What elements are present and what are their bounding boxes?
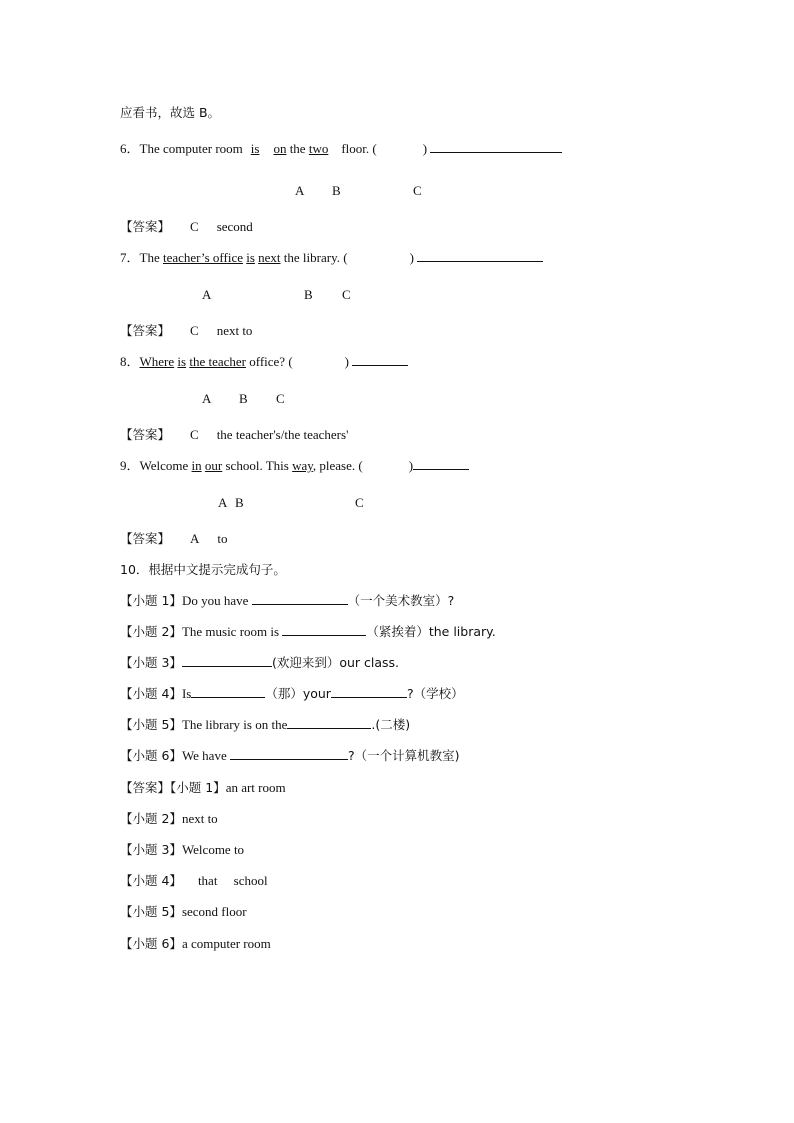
q7-text: The — [139, 250, 160, 265]
subquestion-1-blank[interactable] — [252, 592, 348, 605]
q8-text: office? ( — [249, 354, 293, 369]
q7-label-c: C — [342, 287, 351, 302]
q8-label-c: C — [276, 391, 285, 406]
q8-label-b: B — [239, 391, 248, 406]
q9-label-c: C — [355, 495, 364, 510]
subquestion-4-blank-a[interactable] — [191, 685, 265, 698]
q9-text: school. This — [225, 458, 289, 473]
q6-text: The computer room — [139, 141, 243, 156]
q9-answer-blank[interactable] — [413, 457, 469, 470]
question-10-title: 10．根据中文提示完成句子。 — [120, 562, 286, 577]
question-7 — [120, 249, 543, 267]
q6-answer-choice: C — [190, 219, 199, 234]
q7-answer-text: next to — [216, 323, 253, 338]
q9-label-b: B — [235, 495, 244, 510]
q6-underlined-a: is — [250, 141, 260, 156]
answer-tag: 【小题 3】 — [120, 842, 182, 857]
answer-text: next to — [181, 811, 218, 826]
q8-underlined-a: Where — [139, 354, 175, 369]
q8-underlined-c: the teacher — [189, 354, 246, 369]
q9-answer-choice: A — [190, 531, 200, 546]
subquestion-5-blank[interactable] — [287, 716, 371, 729]
answer-tag: 【答案】【小题 1】 — [120, 780, 226, 795]
q9-number: 9． — [120, 458, 140, 473]
q8-answer — [120, 426, 348, 444]
answer-tag: 【小题 2】 — [120, 811, 182, 826]
q6-number: 6． — [120, 141, 140, 156]
answer-tag: 【答案】 — [120, 323, 171, 338]
q7-answer-choice: C — [190, 323, 199, 338]
subquestion-5 — [120, 716, 410, 734]
q7-label-a: A — [202, 287, 212, 302]
q7-text: the library. ( — [283, 250, 348, 265]
q10-answer-4 — [120, 872, 268, 890]
q8-number: 8． — [120, 354, 140, 369]
answer-text: an art room — [225, 780, 286, 795]
question-9 — [120, 457, 469, 475]
q10-answer-5 — [120, 903, 247, 921]
subquestion-hint: （紧挨着）the library. — [366, 624, 496, 639]
subquestion-hint: ?（一个计算机教室) — [347, 748, 460, 763]
subquestion-3 — [120, 654, 399, 672]
subquestion-4 — [120, 685, 464, 703]
q6-underlined-c: two — [308, 141, 329, 156]
subquestion-hint: .(二楼) — [371, 717, 411, 732]
q8-answer-text: the teacher's/the teachers' — [216, 427, 349, 442]
answer-tag: 【小题 5】 — [120, 904, 182, 919]
q7-label-b: B — [304, 287, 313, 302]
q9-answer-text: to — [217, 531, 228, 546]
question-8 — [120, 353, 408, 371]
q9-text: ) — [408, 458, 414, 473]
subquestion-6 — [120, 747, 460, 765]
answer-text: that school — [197, 873, 268, 888]
q8-text: ) — [344, 354, 350, 369]
q9-underlined-a: in — [191, 458, 202, 473]
q9-answer — [120, 530, 228, 548]
subquestion-tag: 【小题 4】 — [120, 686, 182, 701]
q6-underlined-b: on — [273, 141, 287, 156]
q9-underlined-c: way — [292, 458, 313, 473]
subquestion-tag: 【小题 6】 — [120, 748, 182, 763]
answer-tag: 【答案】 — [120, 219, 171, 234]
q7-underlined-c: next — [258, 250, 281, 265]
answer-tag: 【答案】 — [120, 427, 171, 442]
q7-answer — [120, 322, 252, 340]
q6-label-c: C — [413, 183, 422, 198]
subquestion-hint: （一个美术教室）? — [347, 593, 455, 608]
question-6 — [120, 140, 562, 158]
subquestion-4-blank-b[interactable] — [331, 685, 407, 698]
q8-answer-blank[interactable] — [352, 353, 408, 366]
q7-underlined-b: is — [246, 250, 255, 265]
q6-text: ) — [422, 141, 428, 156]
q8-underlined-b: is — [177, 354, 187, 369]
q10-answer-6 — [120, 935, 271, 953]
subquestion-tag: 【小题 3】 — [120, 655, 182, 670]
q9-text: Welcome — [139, 458, 189, 473]
subquestion-text: The library is on the — [181, 717, 288, 732]
subquestion-2-blank[interactable] — [282, 623, 366, 636]
subquestion-text: Is — [181, 686, 192, 701]
subquestion-text: The music room is — [181, 624, 283, 639]
q10-answer-3 — [120, 841, 244, 859]
q9-label-a: A — [218, 495, 228, 510]
q6-answer-blank[interactable] — [430, 140, 562, 153]
subquestion-hint: ?（学校） — [406, 686, 464, 701]
subquestion-tag: 【小题 2】 — [120, 624, 182, 639]
subquestion-hint: (欢迎来到）our class. — [271, 655, 400, 670]
answer-tag: 【答案】 — [120, 531, 171, 546]
subquestion-text: We have — [181, 748, 230, 763]
q6-label-a: A — [295, 183, 305, 198]
answer-text: a computer room — [181, 936, 271, 951]
q8-answer-choice: C — [190, 427, 199, 442]
q9-underlined-b: our — [204, 458, 223, 473]
q7-text: ) — [409, 250, 414, 265]
subquestion-text: Do you have — [181, 593, 252, 608]
subquestion-tag: 【小题 1】 — [120, 593, 182, 608]
subquestion-6-blank[interactable] — [230, 747, 348, 760]
q8-label-a: A — [202, 391, 212, 406]
q6-text: floor. ( — [341, 141, 377, 156]
q6-text: the — [289, 141, 306, 156]
subquestion-3-blank[interactable] — [182, 654, 272, 667]
q7-number: 7． — [120, 250, 140, 265]
q6-answer-text: second — [216, 219, 253, 234]
subquestion-hint: （那）your — [265, 686, 331, 701]
subquestion-2 — [120, 623, 496, 641]
intro-line: 应看书，故选 B。 — [120, 105, 221, 120]
answer-tag: 【小题 6】 — [120, 936, 182, 951]
q7-underlined-a: teacher’s office — [162, 250, 243, 265]
q7-answer-blank[interactable] — [417, 249, 543, 262]
q6-label-b: B — [332, 183, 341, 198]
answer-text: second floor — [181, 904, 247, 919]
subquestion-1 — [120, 592, 454, 610]
answer-text: Welcome to — [181, 842, 245, 857]
q6-answer — [120, 218, 253, 236]
subquestion-tag: 【小题 5】 — [120, 717, 182, 732]
q9-text: , please. ( — [312, 458, 363, 473]
q10-answer-1 — [120, 779, 286, 797]
answer-tag: 【小题 4】 — [120, 873, 182, 888]
q10-answer-2 — [120, 810, 218, 828]
